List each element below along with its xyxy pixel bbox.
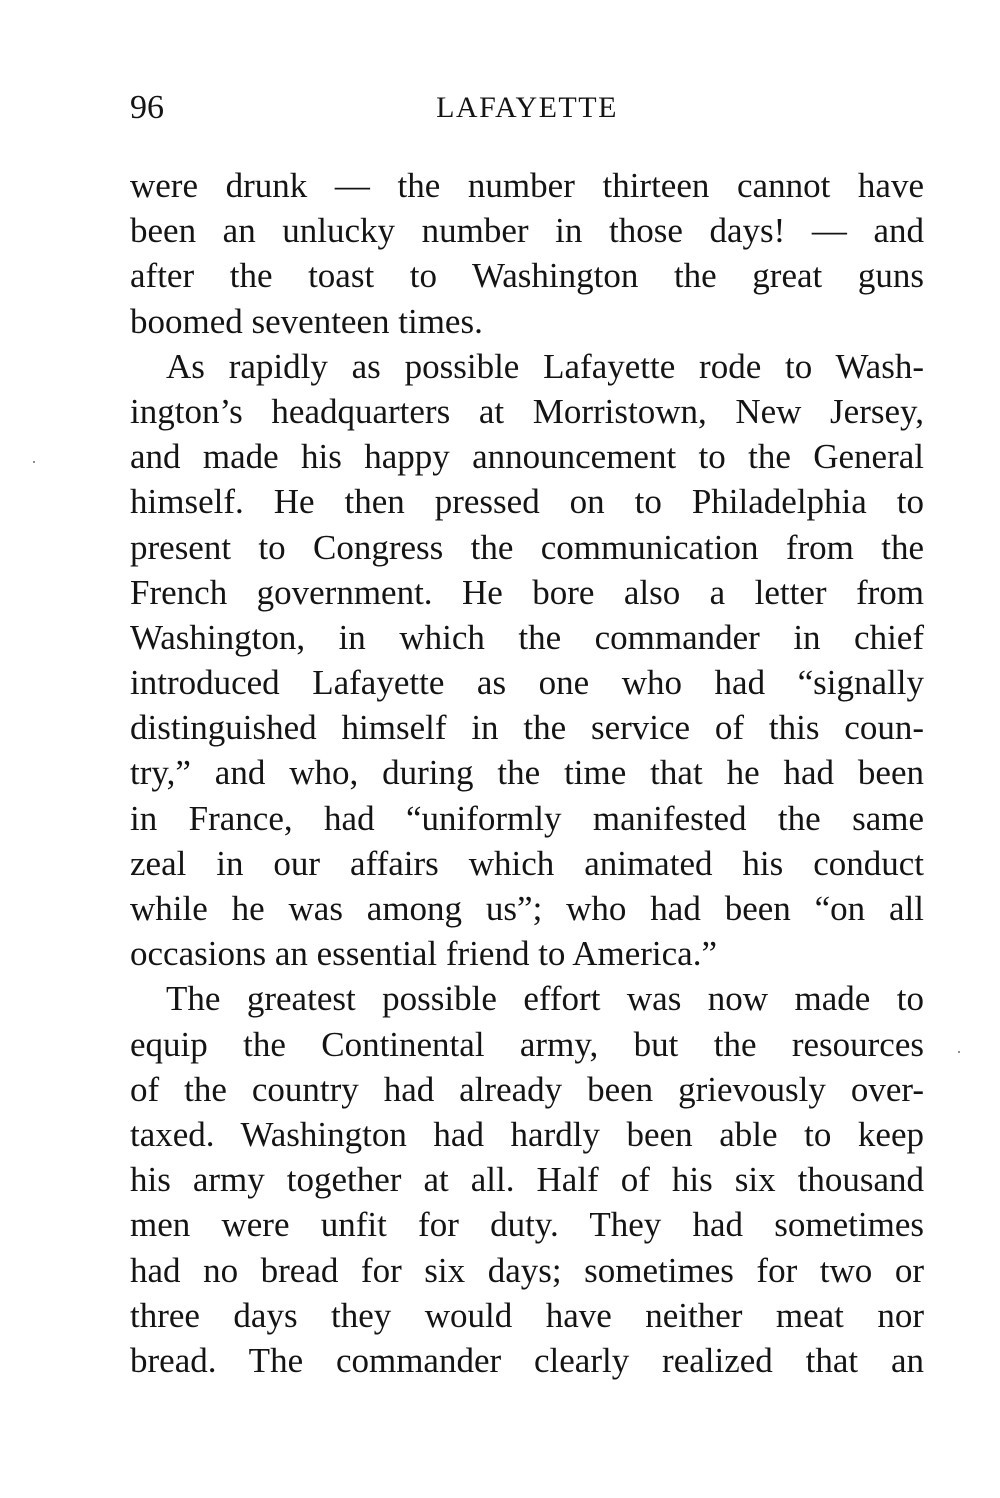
text-line: distinguished himself in the service of this coun- (130, 708, 924, 748)
text-line: boomed seventeen times. (130, 301, 483, 341)
text-line: try,” and who, during the time that he had been (130, 753, 924, 793)
text-line: while he was among us”; who had been “on all (130, 889, 924, 928)
text-line: himself. He then pressed on to Philadelphia to (130, 482, 924, 522)
text-line: three days they would have neither meat nor (130, 1295, 924, 1335)
text-line: occasions an essential friend to America.” (130, 934, 718, 974)
text-line: ington’s headquarters at Morristown, New Jersey, (130, 391, 924, 431)
text-line: As rapidly as possible Lafayette rode to Wash- (166, 346, 924, 386)
page-number: 96 (130, 89, 164, 126)
text-line: taxed. Washington had hardly been able to keep (130, 1114, 924, 1154)
text-line: after the toast to Washington the great guns (130, 256, 924, 296)
text-line: men were unfit for duty. They had sometimes (130, 1205, 924, 1245)
page-header (130, 86, 924, 130)
text-line: his army together at all. Half of his six thousand (130, 1160, 924, 1200)
text-line: equip the Continental army, but the resources (130, 1024, 924, 1064)
text-line: French government. He bore also a letter from (130, 572, 924, 612)
text-line: introduced Lafayette as one who had “signally (130, 663, 924, 703)
paper-speck (33, 461, 35, 463)
body-text (130, 163, 924, 1383)
paper-speck (958, 1051, 960, 1053)
text-line: bread. The commander clearly realized that an (130, 1340, 924, 1380)
text-line: been an unlucky number in those days! — and (130, 211, 924, 251)
text-line: of the country had already been grievously over- (130, 1069, 924, 1109)
text-line: were drunk — the number thirteen cannot have (130, 166, 924, 205)
text-line: in France, had “uniformly manifested the same (130, 798, 924, 838)
text-line: Washington, in which the commander in chief (130, 617, 924, 657)
text-line: The greatest possible effort was now made to (166, 979, 924, 1019)
running-title: LAFAYETTE (436, 91, 618, 124)
text-line: and made his happy announcement to the General (130, 437, 924, 477)
text-line: present to Congress the communication from the (130, 527, 924, 567)
text-line: had no bread for six days; sometimes for two or (130, 1250, 924, 1290)
text-line: zeal in our affairs which animated his conduct (130, 843, 924, 883)
